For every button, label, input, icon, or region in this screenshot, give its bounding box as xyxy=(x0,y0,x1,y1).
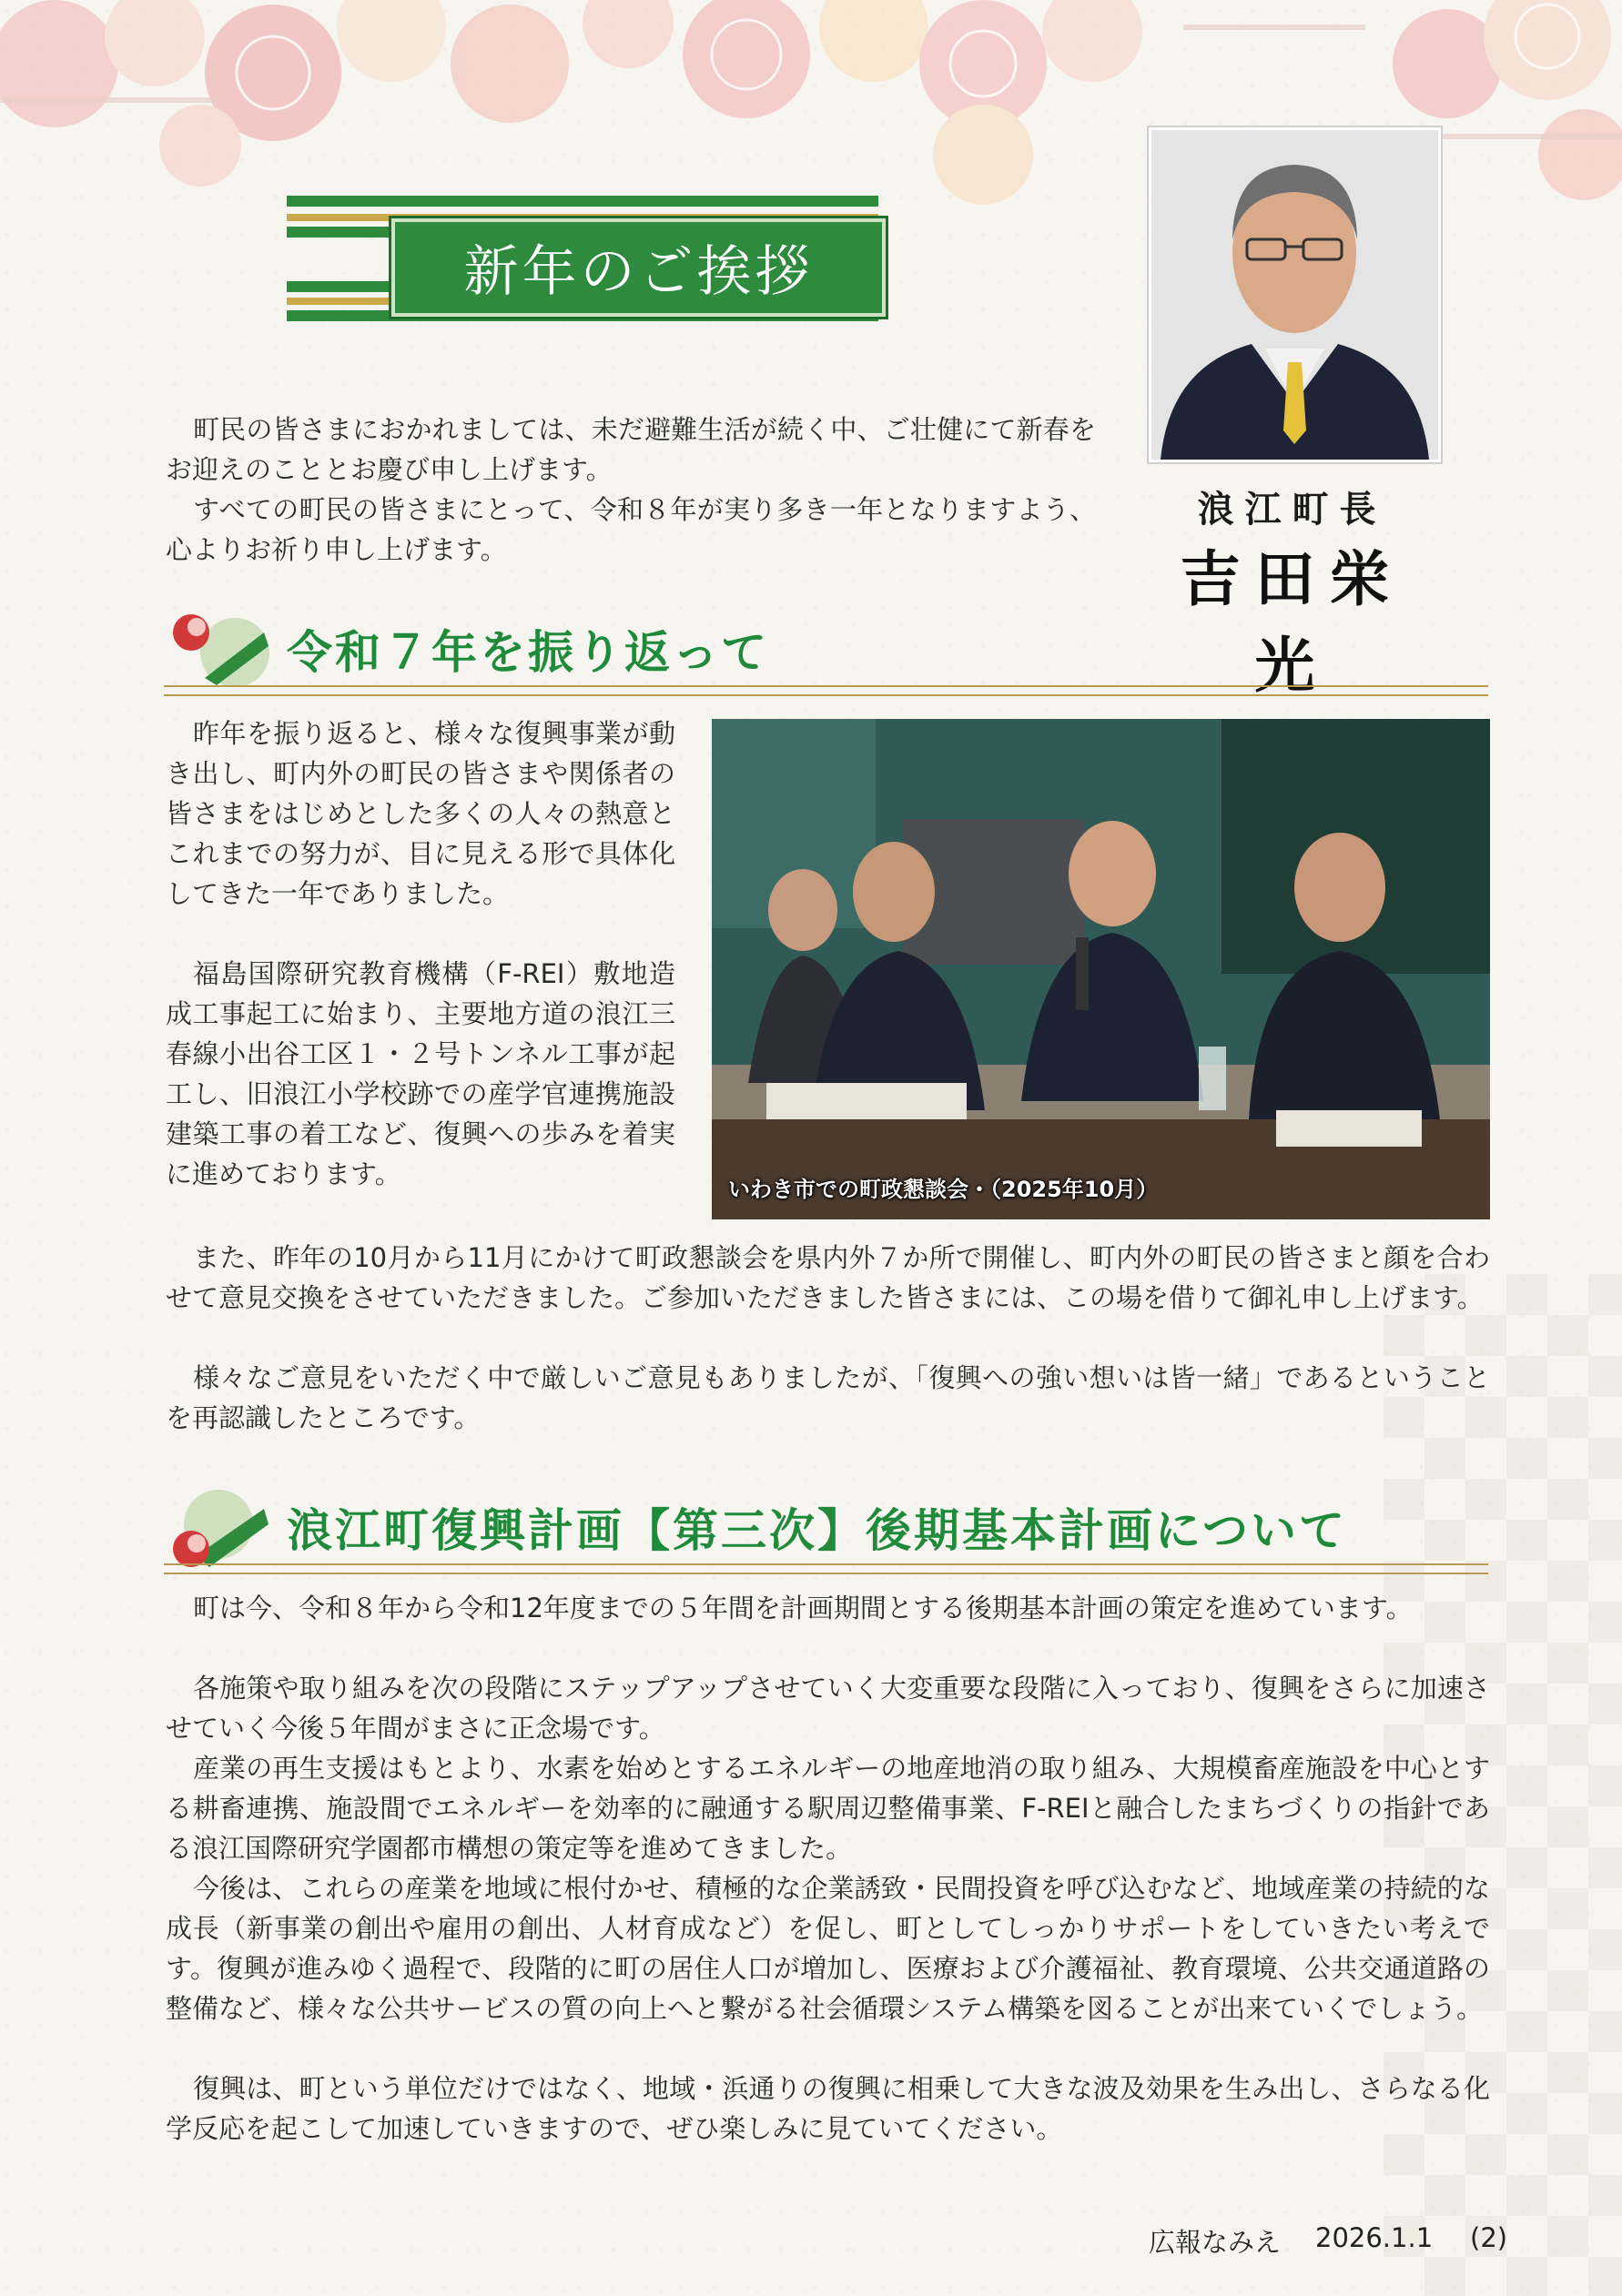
footer-date: 2026.1.1 xyxy=(1315,2222,1434,2253)
person-silhouette xyxy=(1151,130,1438,460)
page-title: 新年のご挨拶 xyxy=(463,240,814,304)
emblem-icon xyxy=(164,605,273,696)
footer-page-number: (2) xyxy=(1470,2222,1508,2253)
mayor-role: 浪江町長 xyxy=(1197,489,1387,531)
section2-paragraph-1: 町は今、令和８年から令和12年度までの５年間を計画期間とする後期基本計画の策定を進めています。 xyxy=(193,1593,1413,1623)
meeting-photo xyxy=(712,719,1490,1219)
heading-rule xyxy=(164,685,1488,696)
mayor-name: 吉田栄光 xyxy=(1180,543,1404,701)
emblem-icon xyxy=(164,1483,273,1574)
section1-heading xyxy=(164,605,1488,696)
mayor-portrait xyxy=(1149,127,1441,462)
section1-paragraph-3: また、昨年の10月から11月にかけて町政懇談会を県内外７か所で開催し、町内外の町民の皆さまと顔を合わせて意見交換をさせていただきました。ご参加いただきました皆さまには、この場を借りて御礼申し上げます。 xyxy=(166,1242,1490,1313)
section2-paragraph-4: 今後は、これらの産業を地域に根付かせ、積極的な企業誘致・民間投資を呼び込むなど、地域産業の持続的な成長（新事業の創出や雇用の創出、人材育成など）を促し、町としてしっかりサポートをしていきたい考えです。復興が進みゆく過程で、段階的に町の居住人口が増加し、医療および介護福祉、教育環境、公共交通道路の整備など、様々な公共サービスの質の向上へと繋がる社会循環システム構築を図ることが出来ていくでしょう。 xyxy=(166,1873,1490,2024)
photo-caption: いわき市での町政懇談会・（2025年10月） xyxy=(728,1177,1159,1202)
section1-title: 令和７年を振り返って xyxy=(287,626,769,679)
section1-paragraph-1: 昨年を振り返ると、様々な復興事業が動き出し、町内外の町民の皆さまや関係者の皆さまをはじめとした多くの人々の熱意とこれまでの努力が、目に見える形で具体化してきた一年でありました。 xyxy=(166,718,675,909)
section1-paragraph-4: 様々なご意見をいただく中で厳しいご意見もありましたが、「復興への強い想いは皆一緒」であるということを再認識したところです。 xyxy=(166,1362,1490,1433)
greeting-paragraph-1: 町民の皆さまにおかれましては、未だ避難生活が続く中、ご壮健にて新春をお迎えのこととお慶び申し上げます。 xyxy=(166,414,1096,485)
section2-paragraph-2: 各施策や取り組みを次の段階にステップアップさせていく大変重要な段階に入っており、復興をさらに加速させていく今後５年間がまさに正念場です。 xyxy=(166,1673,1490,1744)
section2-heading xyxy=(164,1483,1488,1574)
section2-paragraph-5: 復興は、町という単位だけではなく、地域・浜通りの復興に相乗して大きな波及効果を生み出し、さらなる化学反応を起こして加速していきますので、ぜひ楽しみに見ていてください。 xyxy=(166,2073,1490,2144)
footer-publication: 広報なみえ xyxy=(1149,2227,1282,2258)
meeting-scene xyxy=(712,719,1490,1219)
page-title-box xyxy=(391,218,886,317)
section2-paragraph-3: 産業の再生支援はもとより、水素を始めとするエネルギーの地産地消の取り組み、大規模畜産施設を中心とする耕畜連携、施設間でエネルギーを効率的に融通する駅周辺整備事業、F-REIと融合したまちづくりの指針である浪江国際研究学園都市構想の策定等を進めてきました。 xyxy=(166,1753,1490,1864)
section1-paragraph-2: 福島国際研究教育機構（F-REI）敷地造成工事起工に始まり、主要地方道の浪江三春線小出谷工区１・２号トンネル工事が起工し、旧浪江小学校跡での産学官連携施設建築工事の着工など、復興への歩みを着実に進めております。 xyxy=(166,958,675,1189)
heading-rule xyxy=(164,1563,1488,1574)
greeting-paragraph-2: すべての町民の皆さまにとって、令和８年が実り多き一年となりますよう、心よりお祈り申し上げます。 xyxy=(166,494,1096,565)
section2-title: 浪江町復興計画【第三次】後期基本計画について xyxy=(287,1504,1347,1557)
